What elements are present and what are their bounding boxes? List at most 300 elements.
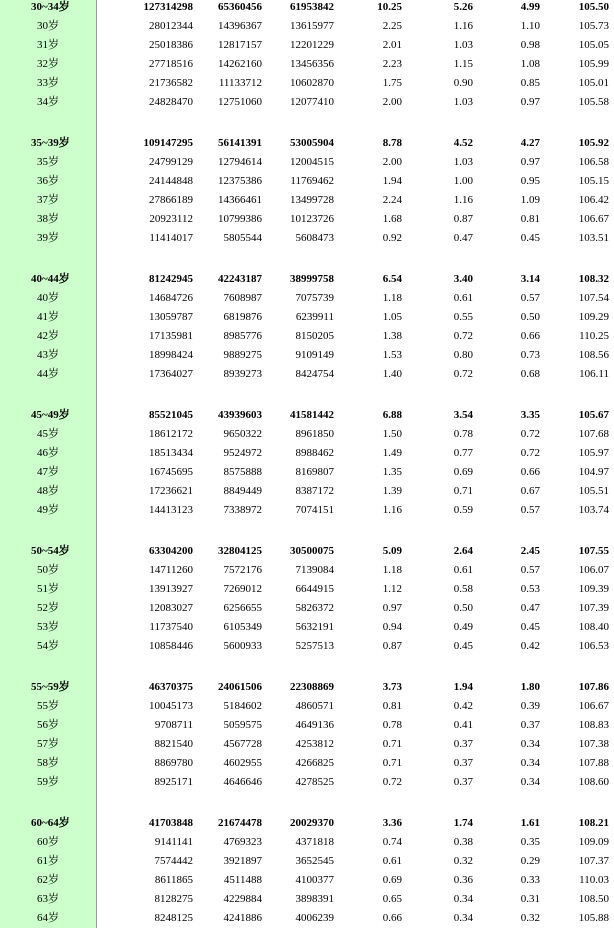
male-population-cell: 14396367 (218, 20, 262, 32)
total-percent-cell: 3.73 (382, 681, 402, 693)
total-population-cell: 18998424 (149, 349, 193, 361)
male-percent-cell: 1.03 (453, 96, 473, 108)
total-percent-cell: 2.25 (382, 20, 402, 32)
age-cell-spacer (0, 112, 97, 134)
sex-ratio-cell: 109.29 (578, 311, 609, 323)
age-cell (0, 172, 97, 191)
male-population-cell: 7269012 (223, 583, 262, 595)
total-percent-cell: 0.94 (382, 621, 402, 633)
female-population-cell: 61953842 (290, 1, 334, 13)
sex-ratio-cell: 107.68 (578, 428, 609, 440)
total-population-cell: 13059787 (149, 311, 193, 323)
female-percent-cell: 0.72 (520, 447, 540, 459)
male-percent-cell: 0.69 (453, 466, 473, 478)
total-percent-cell: 2.23 (382, 58, 402, 70)
female-population-cell: 20029370 (290, 817, 334, 829)
sex-ratio-cell: 110.03 (579, 874, 609, 886)
total-population-cell: 10045173 (149, 700, 193, 712)
female-population-cell: 6644915 (295, 583, 334, 595)
female-population-cell: 11769462 (290, 175, 334, 187)
male-percent-cell: 0.45 (453, 640, 473, 652)
group-total-row (0, 0, 614, 17)
age-cell (0, 561, 97, 580)
total-percent-cell: 0.74 (382, 836, 402, 848)
age-cell (0, 191, 97, 210)
age-cell (0, 55, 97, 74)
sex-ratio-cell: 108.21 (578, 817, 609, 829)
age-cell (0, 580, 97, 599)
female-population-cell: 53005904 (290, 137, 334, 149)
female-percent-cell: 0.53 (520, 583, 540, 595)
sex-ratio-cell: 108.56 (578, 349, 609, 361)
age-label: 45岁 (37, 428, 59, 440)
male-percent-cell: 1.00 (453, 175, 473, 187)
group-spacer (0, 384, 614, 406)
female-population-cell: 13615977 (290, 20, 334, 32)
group-spacer (0, 248, 614, 270)
age-row (0, 501, 614, 520)
age-cell (0, 735, 97, 754)
female-population-cell: 30500075 (290, 545, 334, 557)
age-label: 42岁 (37, 330, 59, 342)
age-cell (0, 289, 97, 308)
total-percent-cell: 1.18 (382, 292, 402, 304)
sex-ratio-cell: 106.67 (578, 700, 609, 712)
total-percent-cell: 2.24 (382, 194, 402, 206)
female-percent-cell: 4.99 (520, 1, 540, 13)
age-cell (0, 618, 97, 637)
total-percent-cell: 6.88 (382, 409, 402, 421)
age-cell (0, 542, 97, 561)
sex-ratio-cell: 104.97 (578, 466, 609, 478)
age-label: 49岁 (37, 504, 59, 516)
total-population-cell: 17364027 (149, 368, 193, 380)
age-cell-spacer (0, 656, 97, 678)
female-percent-cell: 0.35 (520, 836, 540, 848)
total-percent-cell: 1.53 (382, 349, 402, 361)
age-label: 40岁 (37, 292, 59, 304)
female-population-cell: 4006239 (295, 912, 334, 924)
age-cell (0, 229, 97, 248)
sex-ratio-cell: 105.73 (578, 20, 609, 32)
total-population-cell: 24799129 (149, 156, 193, 168)
female-percent-cell: 0.45 (520, 232, 540, 244)
age-cell (0, 0, 97, 17)
age-label: 63岁 (37, 893, 59, 905)
sex-ratio-cell: 106.67 (578, 213, 609, 225)
female-population-cell: 7075739 (295, 292, 334, 304)
female-percent-cell: 0.67 (520, 485, 540, 497)
male-population-cell: 21674478 (218, 817, 262, 829)
total-percent-cell: 0.69 (382, 874, 402, 886)
female-population-cell: 10123726 (290, 213, 334, 225)
sex-ratio-cell: 110.25 (579, 330, 609, 342)
age-cell (0, 365, 97, 384)
male-percent-cell: 0.36 (453, 874, 473, 886)
male-percent-cell: 1.74 (453, 817, 473, 829)
age-row (0, 618, 614, 637)
group-spacer (0, 792, 614, 814)
male-population-cell: 4646646 (223, 776, 262, 788)
male-population-cell: 9650322 (223, 428, 262, 440)
total-population-cell: 14413123 (149, 504, 193, 516)
female-percent-cell: 0.34 (520, 776, 540, 788)
male-percent-cell: 4.52 (453, 137, 473, 149)
female-population-cell: 10602870 (290, 77, 334, 89)
male-percent-cell: 1.94 (453, 681, 473, 693)
group-total-row (0, 134, 614, 153)
age-row (0, 482, 614, 501)
male-percent-cell: 2.64 (453, 545, 473, 557)
female-population-cell: 8961850 (295, 428, 334, 440)
age-label: 62岁 (37, 874, 59, 886)
total-percent-cell: 8.78 (382, 137, 402, 149)
age-label: 38岁 (37, 213, 59, 225)
female-population-cell: 4278525 (295, 776, 334, 788)
total-percent-cell: 0.87 (382, 640, 402, 652)
female-population-cell: 9109149 (295, 349, 334, 361)
total-percent-cell: 1.12 (382, 583, 402, 595)
female-percent-cell: 0.97 (520, 156, 540, 168)
sex-ratio-cell: 108.40 (578, 621, 609, 633)
total-population-cell: 14711260 (149, 564, 193, 576)
female-percent-cell: 0.33 (520, 874, 540, 886)
male-population-cell: 7608987 (223, 292, 262, 304)
female-population-cell: 4266825 (295, 757, 334, 769)
total-percent-cell: 1.49 (382, 447, 402, 459)
total-percent-cell: 0.81 (382, 700, 402, 712)
male-population-cell: 24061506 (218, 681, 262, 693)
female-population-cell: 13499728 (290, 194, 334, 206)
age-row (0, 153, 614, 172)
total-percent-cell: 5.09 (382, 545, 402, 557)
age-cell-spacer (0, 384, 97, 406)
total-population-cell: 27866189 (149, 194, 193, 206)
age-label: 52岁 (37, 602, 59, 614)
age-cell (0, 871, 97, 890)
total-percent-cell: 1.38 (382, 330, 402, 342)
sex-ratio-cell: 105.15 (578, 175, 609, 187)
age-cell (0, 814, 97, 833)
total-population-cell: 8248125 (154, 912, 193, 924)
sex-ratio-cell: 107.39 (578, 602, 609, 614)
age-cell (0, 637, 97, 656)
age-row (0, 327, 614, 346)
male-percent-cell: 0.78 (453, 428, 473, 440)
sex-ratio-cell: 105.97 (578, 447, 609, 459)
age-cell-spacer (0, 248, 97, 270)
age-label: 45~49岁 (31, 409, 70, 421)
female-percent-cell: 1.80 (520, 681, 540, 693)
total-percent-cell: 1.16 (382, 504, 402, 516)
female-percent-cell: 0.34 (520, 738, 540, 750)
male-population-cell: 65360456 (218, 1, 262, 13)
age-row (0, 833, 614, 852)
female-percent-cell: 0.81 (520, 213, 540, 225)
male-percent-cell: 1.16 (453, 194, 473, 206)
male-population-cell: 9889275 (223, 349, 262, 361)
female-population-cell: 7074151 (295, 504, 334, 516)
sex-ratio-cell: 107.88 (578, 757, 609, 769)
age-cell (0, 134, 97, 153)
total-population-cell: 8128275 (154, 893, 193, 905)
male-percent-cell: 0.72 (453, 330, 473, 342)
female-percent-cell: 0.97 (520, 96, 540, 108)
male-percent-cell: 0.34 (453, 893, 473, 905)
male-population-cell: 56141391 (218, 137, 262, 149)
age-row (0, 346, 614, 365)
sex-ratio-cell: 105.67 (578, 409, 609, 421)
male-population-cell: 7572176 (223, 564, 262, 576)
female-population-cell: 4860571 (295, 700, 334, 712)
female-population-cell: 4253812 (295, 738, 334, 750)
male-population-cell: 5600933 (223, 640, 262, 652)
female-percent-cell: 0.45 (520, 621, 540, 633)
sex-ratio-cell: 108.83 (578, 719, 609, 731)
sex-ratio-cell: 105.99 (578, 58, 609, 70)
female-population-cell: 8150205 (295, 330, 334, 342)
age-cell (0, 425, 97, 444)
age-label: 57岁 (37, 738, 59, 750)
age-cell (0, 74, 97, 93)
sex-ratio-cell: 105.50 (578, 1, 609, 13)
female-percent-cell: 0.95 (520, 175, 540, 187)
group-spacer (0, 112, 614, 134)
age-row (0, 716, 614, 735)
female-percent-cell: 1.10 (520, 20, 540, 32)
age-row (0, 93, 614, 112)
total-percent-cell: 0.71 (382, 757, 402, 769)
female-percent-cell: 0.57 (520, 564, 540, 576)
female-percent-cell: 3.35 (520, 409, 540, 421)
female-percent-cell: 0.29 (520, 855, 540, 867)
total-population-cell: 16745695 (149, 466, 193, 478)
age-row (0, 17, 614, 36)
total-percent-cell: 6.54 (382, 273, 402, 285)
total-population-cell: 17135981 (149, 330, 193, 342)
age-label: 59岁 (37, 776, 59, 788)
age-row (0, 36, 614, 55)
female-percent-cell: 0.73 (520, 349, 540, 361)
male-population-cell: 4241886 (223, 912, 262, 924)
female-population-cell: 3652545 (295, 855, 334, 867)
male-percent-cell: 5.26 (453, 1, 473, 13)
female-population-cell: 41581442 (290, 409, 334, 421)
age-cell (0, 406, 97, 425)
male-percent-cell: 0.55 (453, 311, 473, 323)
total-population-cell: 20923112 (149, 213, 193, 225)
female-population-cell: 4100377 (295, 874, 334, 886)
total-population-cell: 24144848 (149, 175, 193, 187)
female-population-cell: 12004515 (290, 156, 334, 168)
male-percent-cell: 0.58 (453, 583, 473, 595)
total-population-cell: 18612172 (149, 428, 193, 440)
female-population-cell: 38999758 (290, 273, 334, 285)
age-row (0, 580, 614, 599)
total-population-cell: 41703848 (149, 817, 193, 829)
female-population-cell: 5826372 (295, 602, 334, 614)
sex-ratio-cell: 106.11 (579, 368, 609, 380)
age-label: 34岁 (37, 96, 59, 108)
total-population-cell: 9708711 (154, 719, 193, 731)
age-label: 41岁 (37, 311, 59, 323)
total-percent-cell: 0.61 (382, 855, 402, 867)
age-label: 47岁 (37, 466, 59, 478)
total-population-cell: 24828470 (149, 96, 193, 108)
total-population-cell: 81242945 (149, 273, 193, 285)
total-population-cell: 9141141 (154, 836, 193, 848)
age-cell-spacer (0, 792, 97, 814)
sex-ratio-cell: 103.74 (578, 504, 609, 516)
male-population-cell: 4229884 (223, 893, 262, 905)
age-cell (0, 17, 97, 36)
male-percent-cell: 1.03 (453, 39, 473, 51)
male-percent-cell: 0.71 (453, 485, 473, 497)
age-label: 40~44岁 (31, 273, 70, 285)
female-percent-cell: 1.08 (520, 58, 540, 70)
age-label: 43岁 (37, 349, 59, 361)
male-population-cell: 32804125 (218, 545, 262, 557)
total-population-cell: 27718516 (149, 58, 193, 70)
sex-ratio-cell: 108.60 (578, 776, 609, 788)
age-label: 31岁 (37, 39, 59, 51)
age-row (0, 599, 614, 618)
male-percent-cell: 0.37 (453, 776, 473, 788)
female-population-cell: 12077410 (290, 96, 334, 108)
age-row (0, 561, 614, 580)
total-percent-cell: 1.75 (382, 77, 402, 89)
male-percent-cell: 0.77 (453, 447, 473, 459)
male-population-cell: 12375386 (218, 175, 262, 187)
sex-ratio-cell: 105.51 (578, 485, 609, 497)
age-cell (0, 346, 97, 365)
age-cell-spacer (0, 520, 97, 542)
male-population-cell: 5184602 (223, 700, 262, 712)
male-percent-cell: 0.72 (453, 368, 473, 380)
age-label: 53岁 (37, 621, 59, 633)
total-population-cell: 21736582 (149, 77, 193, 89)
male-percent-cell: 0.61 (453, 564, 473, 576)
total-population-cell: 8869780 (154, 757, 193, 769)
male-percent-cell: 0.80 (453, 349, 473, 361)
group-total-row (0, 678, 614, 697)
age-cell (0, 270, 97, 289)
age-label: 60岁 (37, 836, 59, 848)
age-row (0, 890, 614, 909)
age-cell (0, 93, 97, 112)
male-percent-cell: 0.90 (453, 77, 473, 89)
total-percent-cell: 0.66 (382, 912, 402, 924)
female-population-cell: 8387172 (295, 485, 334, 497)
age-cell (0, 482, 97, 501)
age-label: 35~39岁 (31, 137, 70, 149)
total-population-cell: 63304200 (149, 545, 193, 557)
age-label: 50~54岁 (31, 545, 70, 557)
total-population-cell: 17236621 (149, 485, 193, 497)
total-percent-cell: 1.39 (382, 485, 402, 497)
female-percent-cell: 0.47 (520, 602, 540, 614)
male-percent-cell: 0.50 (453, 602, 473, 614)
male-population-cell: 8849449 (223, 485, 262, 497)
female-population-cell: 8988462 (295, 447, 334, 459)
male-population-cell: 12751060 (218, 96, 262, 108)
age-label: 58岁 (37, 757, 59, 769)
age-cell (0, 697, 97, 716)
age-row (0, 308, 614, 327)
sex-ratio-cell: 105.92 (578, 137, 609, 149)
male-population-cell: 4511488 (223, 874, 262, 886)
male-percent-cell: 0.37 (453, 757, 473, 769)
age-row (0, 754, 614, 773)
age-row (0, 229, 614, 248)
age-label: 54岁 (37, 640, 59, 652)
total-population-cell: 8611865 (154, 874, 193, 886)
male-population-cell: 6819876 (223, 311, 262, 323)
age-row (0, 444, 614, 463)
total-population-cell: 8821540 (154, 738, 193, 750)
female-percent-cell: 0.31 (520, 893, 540, 905)
male-percent-cell: 0.59 (453, 504, 473, 516)
age-label: 30~34岁 (31, 1, 70, 13)
age-row (0, 637, 614, 656)
total-population-cell: 11414017 (149, 232, 193, 244)
age-row (0, 735, 614, 754)
age-label: 48岁 (37, 485, 59, 497)
age-label: 56岁 (37, 719, 59, 731)
female-percent-cell: 0.66 (520, 330, 540, 342)
total-population-cell: 7574442 (154, 855, 193, 867)
sex-ratio-cell: 105.05 (578, 39, 609, 51)
age-cell (0, 773, 97, 792)
male-population-cell: 4769323 (223, 836, 262, 848)
age-cell (0, 463, 97, 482)
male-percent-cell: 0.42 (453, 700, 473, 712)
female-percent-cell: 0.98 (520, 39, 540, 51)
female-percent-cell: 2.45 (520, 545, 540, 557)
age-label: 32岁 (37, 58, 59, 70)
sex-ratio-cell: 106.53 (578, 640, 609, 652)
age-row (0, 55, 614, 74)
age-row (0, 191, 614, 210)
male-percent-cell: 0.49 (453, 621, 473, 633)
male-percent-cell: 3.40 (453, 273, 473, 285)
group-total-row (0, 814, 614, 833)
female-percent-cell: 0.72 (520, 428, 540, 440)
age-row (0, 463, 614, 482)
age-label: 37岁 (37, 194, 59, 206)
sex-ratio-cell: 109.09 (578, 836, 609, 848)
male-percent-cell: 0.34 (453, 912, 473, 924)
male-population-cell: 6105349 (223, 621, 262, 633)
male-population-cell: 8575888 (223, 466, 262, 478)
age-cell (0, 890, 97, 909)
female-percent-cell: 0.68 (520, 368, 540, 380)
age-row (0, 773, 614, 792)
age-row (0, 365, 614, 384)
age-cell (0, 833, 97, 852)
sex-ratio-cell: 109.39 (578, 583, 609, 595)
female-population-cell: 12201229 (290, 39, 334, 51)
female-percent-cell: 1.09 (520, 194, 540, 206)
total-population-cell: 46370375 (149, 681, 193, 693)
age-cell (0, 308, 97, 327)
age-label: 36岁 (37, 175, 59, 187)
total-percent-cell: 1.94 (382, 175, 402, 187)
total-population-cell: 28012344 (149, 20, 193, 32)
age-row (0, 909, 614, 928)
group-total-row (0, 542, 614, 561)
total-population-cell: 25018386 (149, 39, 193, 51)
